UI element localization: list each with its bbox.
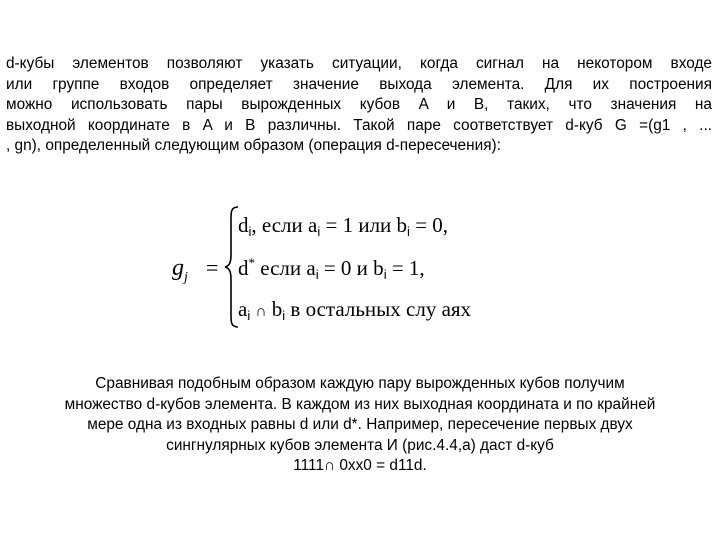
- paragraph-line: можно использовать пары вырожденных кубов A и B, таких, что значения на: [6, 96, 712, 114]
- formula-lhs: $g_j$: [172, 255, 188, 285]
- conclusion-paragraph: [0, 374, 720, 477]
- paragraph-line: или группе входов определяет значение выхода элемента. Для их построения: [6, 75, 712, 93]
- paragraph-line: Сравнивая подобным образом каждую пару вырожденных кубов получим: [95, 375, 625, 392]
- paragraph-line: множество d-кубов элемента. В каждом из них выходная координата и по крайней: [64, 395, 656, 413]
- intro-paragraph: [6, 54, 712, 157]
- formula-case-1: di, если ai = 1 или bi = 0,: [238, 213, 449, 239]
- formula-case-2: d* если ai = 0 и bi = 1,: [238, 255, 425, 282]
- paragraph-line: сингнулярных кубов элемента И (рис.4.4,а) даст d-куб: [166, 436, 554, 454]
- intersection-symbol: ∩: [255, 303, 267, 320]
- paragraph-line: мере одна из входных равны d или d*. Например, пересечение первых двух: [87, 416, 633, 434]
- formula-equals: =: [206, 255, 219, 280]
- paragraph-line: , gn), определенный следующим образом (операция d-пересечения):: [6, 137, 501, 155]
- d-intersection-formula: [168, 205, 588, 335]
- paragraph-line: выходной координате в A и B различны. Такой паре соответствует d-куб G =(g1 , ...: [6, 116, 712, 134]
- formula-case-3: ai ∩ bi в остальных слу аях: [238, 297, 472, 323]
- paragraph-line: d-кубы элементов позволяют указать ситуации, когда сигнал на некотором входе: [6, 55, 712, 72]
- paragraph-line: 1111∩ 0xx0 = d11d.: [293, 457, 427, 475]
